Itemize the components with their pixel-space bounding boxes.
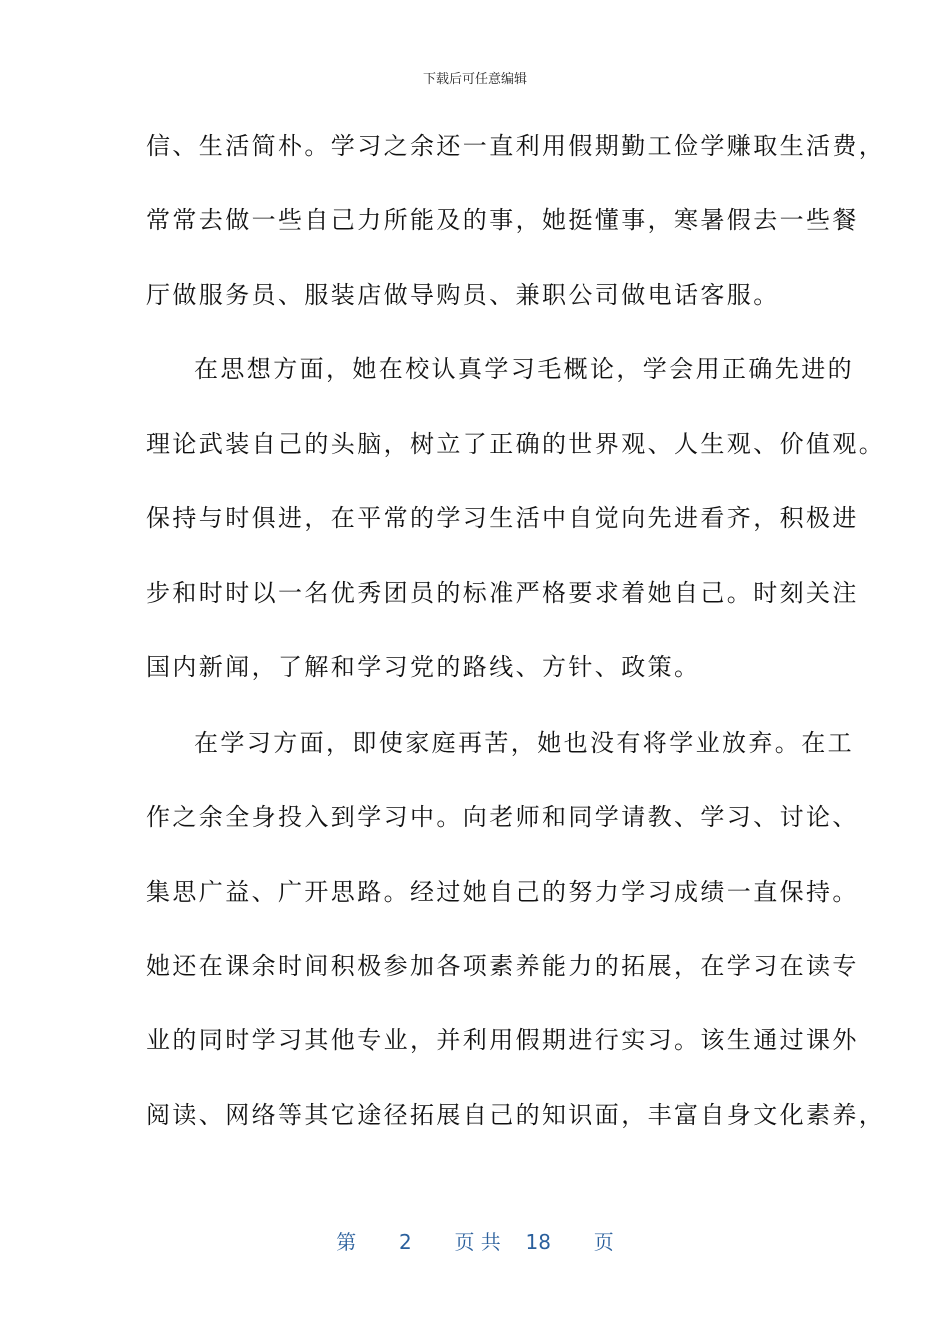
text-line: 作之余全身投入到学习中。向老师和同学请教、学习、讨论、 xyxy=(146,803,859,831)
page-header: 下载后可任意编辑 xyxy=(422,72,527,87)
text-line: 理论武装自己的头脑，树立了正确的世界观、人生观、价值观。 xyxy=(146,430,886,458)
text-line: 步和时时以一名优秀团员的标准严格要求着她自己。时刻关注 xyxy=(146,579,859,607)
page-footer xyxy=(0,1226,950,1255)
text-line: 保持与时俱进，在平常的学习生活中自觉向先进看齐，积极进 xyxy=(146,504,859,532)
text-line: 厅做服务员、服装店做导购员、兼职公司做电话客服。 xyxy=(146,281,780,309)
paragraph-start-line: 在思想方面，她在校认真学习毛概论，学会用正确先进的 xyxy=(194,355,854,383)
text-line: 信、生活简朴。学习之余还一直利用假期勤工俭学赚取生活费， xyxy=(146,132,886,160)
current-page-number: 2 xyxy=(399,1230,412,1254)
footer-suffix: 页 xyxy=(593,1230,614,1254)
text-line: 业的同时学习其他专业，并利用假期进行实习。该生通过课外 xyxy=(146,1026,859,1054)
text-line: 她还在课余时间积极参加各项素养能力的拓展，在学习在读专 xyxy=(146,952,859,980)
text-line: 阅读、网络等其它途径拓展自己的知识面，丰富自身文化素养， xyxy=(146,1101,886,1129)
text-line: 常常去做一些自己力所能及的事，她挺懂事，寒暑假去一些餐 xyxy=(146,206,859,234)
total-page-count: 18 xyxy=(525,1230,551,1254)
paragraph-start-line: 在学习方面，即使家庭再苦，她也没有将学业放弃。在工 xyxy=(194,729,854,757)
footer-middle: 页 共 xyxy=(454,1230,501,1254)
text-line: 集思广益、广开思路。经过她自己的努力学习成绩一直保持。 xyxy=(146,878,859,906)
text-line: 国内新闻，了解和学习党的路线、方针、政策。 xyxy=(146,653,701,681)
footer-prefix: 第 xyxy=(336,1230,357,1254)
